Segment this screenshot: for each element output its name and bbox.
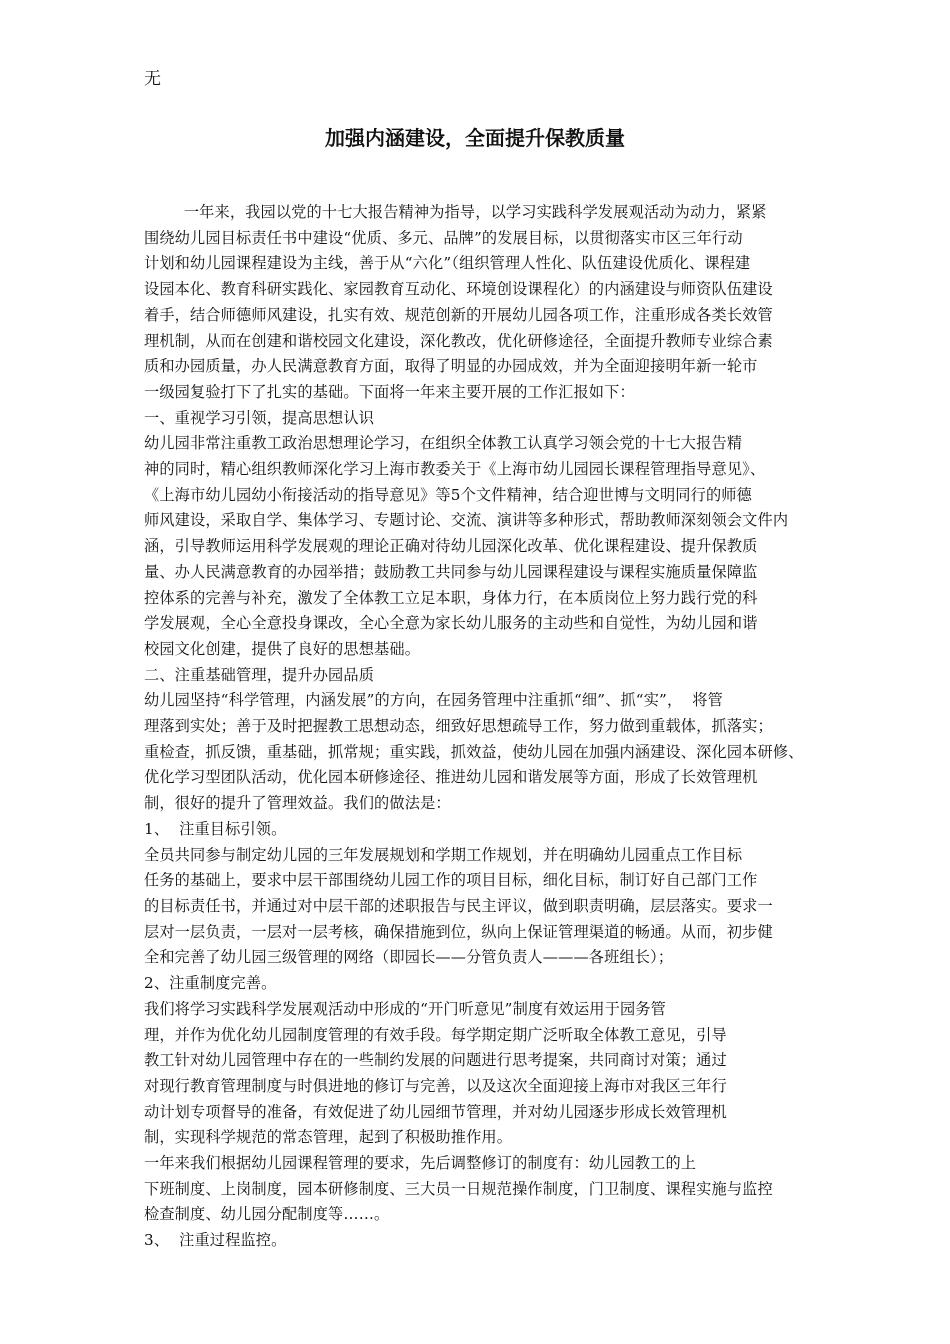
body-text-line: 制，实现科学规范的常态管理，起到了积极助推作用。	[144, 1128, 513, 1147]
body-text-line: 一级园复验打下了扎实的基础。下面将一年来主要开展的工作汇报如下：	[144, 382, 635, 401]
body-text-line: 检查制度、幼儿园分配制度等……。	[144, 1205, 390, 1224]
body-text-line: 理，并作为优化幼儿园制度管理的有效手段。每学期定期广泛听取全体教工意见，引导	[144, 1025, 727, 1044]
body-text-line: 学发展观，全心全意投身课改，全心全意为家长幼儿服务的主动些和自觉性，为幼儿园和谐	[144, 614, 758, 633]
body-text-line: 全员共同参与制定幼儿园的三年发展规划和学期工作规划，并在明确幼儿园重点工作目标	[144, 845, 743, 864]
body-text-line: 我们将学习实践科学发展观活动中形成的“开门听意见”制度有效运用于园务管	[144, 999, 666, 1018]
body-text-line: 一、重视学习引领，提高思想认识	[144, 408, 375, 427]
body-text-line: 围绕幼儿园目标责任书中建设“优质、多元、品牌”的发展目标，以贯彻落实市区三年行动	[144, 228, 743, 247]
body-text-line: 1、 注重目标引领。	[144, 819, 287, 838]
document-body	[144, 200, 834, 1254]
body-text-line: 着手，结合师德师风建设，扎实有效、规范创新的开展幼儿园各项工作，注重形成各类长效管	[144, 305, 773, 324]
document-title: 加强内涵建设，全面提升保教质量	[325, 126, 625, 150]
header-mark: 无	[144, 69, 161, 89]
body-text-line: 量、办人民满意教育的办园举措；鼓励教工共同参与幼儿园课程建设与课程实施质量保障监	[144, 562, 758, 581]
body-text-line: 制，很好的提升了管理效益。我们的做法是：	[144, 794, 451, 813]
body-text-line: 一年来我们根据幼儿园课程管理的要求，先后调整修订的制度有：幼儿园教工的上	[144, 1154, 697, 1173]
body-text-line: 校园文化创建，提供了良好的思想基础。	[144, 639, 421, 658]
body-text-line: 优化学习型团队活动，优化园本研修途径、推进幼儿园和谐发展等方面，形成了长效管理机	[144, 768, 758, 787]
body-text-line: 一年来，我园以党的十七大报告精神为指导，以学习实践科学发展观活动为动力，紧紧	[144, 203, 767, 221]
body-text-line: 二、注重基础管理，提升办园品质	[144, 665, 375, 684]
body-text-line: 幼儿园坚持“科学管理，内涵发展”的方向，在园务管理中注重抓“细”、抓“实”， 将管	[144, 691, 723, 710]
body-text-line: 动计划专项督导的准备，有效促进了幼儿园细节管理，并对幼儿园逐步形成长效管理机	[144, 1102, 727, 1121]
body-text-line: 神的同时，精心组织教师深化学习上海市教委关于《上海市幼儿园园长课程管理指导意见》、	[144, 460, 766, 479]
body-text-line: 控体系的完善与补充，激发了全体教工立足本职，身体力行，在本质岗位上努力践行党的科	[144, 588, 758, 607]
body-text-line: 2、注重制度完善。	[144, 974, 277, 993]
body-text-line: 对现行教育管理制度与时俱进地的修订与完善，以及这次全面迎接上海市对我区三年行	[144, 1076, 727, 1095]
body-text-line: 的目标责任书，并通过对中层干部的述职报告与民主评议，做到职责明确，层层落实。要求一	[144, 896, 773, 915]
body-text-line: 《上海市幼儿园幼小衔接活动的指导意见》等5个文件精神，结合迎世博与文明同行的师德	[144, 485, 752, 504]
body-text-line: 理机制，从而在创建和谐校园文化建设，深化教改，优化研修途径，全面提升教师专业综合素	[144, 331, 773, 350]
body-text-line: 设园本化、教育科研实践化、家园教育互动化、环境创设课程化）的内涵建设与师资队伍建设	[144, 280, 773, 299]
body-text-line: 层对一层负责，一层对一层考核，确保措施到位，纵向上保证管理渠道的畅通。从而，初步健	[144, 922, 773, 941]
body-text-line: 全和完善了幼儿园三级管理的网络（即园长——分管负责人———各班组长）；	[144, 948, 674, 967]
body-text-line: 幼儿园非常注重教工政治思想理论学习，在组织全体教工认真学习领会党的十七大报告精	[144, 434, 743, 453]
body-text-line: 涵，引导教师运用科学发展观的理论正确对待幼儿园深化改革、优化课程建设、提升保教质	[144, 537, 758, 556]
body-text-line: 师风建设，采取自学、集体学习、专题讨论、交流、演讲等多种形式，帮助教师深刻领会文件内	[144, 511, 789, 530]
body-text-line: 3、 注重过程监控。	[144, 1231, 287, 1250]
body-text-line: 计划和幼儿园课程建设为主线，善于从“六化”（组织管理人性化、队伍建设优质化、课程建	[144, 254, 751, 273]
body-text-line: 理落到实处；善于及时把握教工思想动态，细致好思想疏导工作，努力做到重载体，抓落实；	[144, 717, 773, 736]
body-text-line: 教工针对幼儿园管理中存在的一些制约发展的问题进行思考提案，共同商讨对策；通过	[144, 1051, 727, 1070]
body-text-line: 下班制度、上岗制度，园本研修制度、三大员一日规范操作制度，门卫制度、课程实施与监控	[144, 1179, 773, 1198]
body-text-line: 重检查，抓反馈，重基础，抓常规；重实践，抓效益，使幼儿园在加强内涵建设、深化园本研修、	[144, 742, 804, 761]
body-text-line: 任务的基础上，要求中层干部围绕幼儿园工作的项目目标，细化目标，制订好自己部门工作	[144, 871, 758, 890]
body-text-line: 质和办园质量，办人民满意教育方面，取得了明显的办园成效，并为全面迎接明年新一轮市	[144, 357, 758, 376]
